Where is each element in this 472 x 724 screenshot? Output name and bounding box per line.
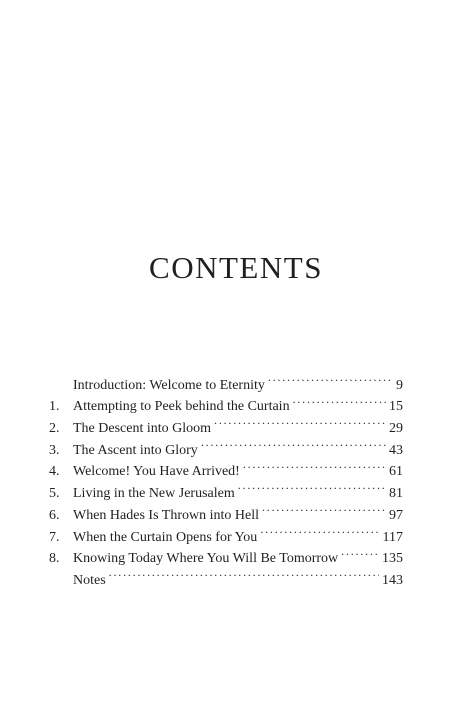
toc-dot-leader: [260, 519, 379, 541]
toc-entry-page: 61: [389, 464, 403, 480]
toc-dot-leader: [293, 389, 386, 411]
toc-entry-page: 143: [382, 572, 403, 588]
toc-entry-title: Introduction: Welcome to Eternity: [73, 377, 265, 393]
toc-dot-leader: [214, 410, 386, 432]
table-of-contents: [49, 367, 403, 588]
page-title: CONTENTS: [149, 250, 323, 285]
toc-entry-page: 81: [389, 486, 403, 502]
toc-entry-number: 6.: [49, 507, 60, 523]
toc-entry-number: 1.: [49, 399, 60, 415]
toc-entry-page: 15: [389, 399, 403, 415]
toc-dot-leader: [243, 454, 386, 476]
toc-entry-page: 97: [389, 507, 403, 523]
toc-dot-leader: [268, 367, 393, 389]
toc-entry-number: 7.: [49, 529, 60, 545]
toc-dot-leader: [341, 541, 379, 563]
toc-entry-title: The Ascent into Glory: [73, 442, 198, 458]
toc-entry-title: When Hades Is Thrown into Hell: [73, 507, 259, 523]
toc-entry-page: 117: [382, 529, 403, 545]
toc-entry-introduction: [49, 367, 403, 393]
toc-entry-title: Living in the New Jerusalem: [73, 486, 235, 502]
toc-entry-title: Attempting to Peek behind the Curtain: [73, 399, 290, 415]
toc-entry-page: 135: [382, 551, 403, 567]
toc-entry-number: 8.: [49, 551, 60, 567]
toc-entry-title: Notes: [73, 572, 106, 588]
toc-entry-number: 4.: [49, 464, 60, 480]
toc-entry-page: 43: [389, 442, 403, 458]
toc-dot-leader: [262, 497, 386, 519]
toc-entry-number: 5.: [49, 486, 60, 502]
toc-dot-leader: [201, 432, 386, 454]
toc-entry-title: When the Curtain Opens for You: [73, 529, 258, 545]
toc-entry-title: The Descent into Gloom: [73, 421, 212, 437]
toc-dot-leader: [238, 475, 386, 497]
toc-entry-title: Welcome! You Have Arrived!: [73, 464, 240, 480]
toc-entry-number: 2.: [49, 421, 60, 437]
toc-entry-page: 9: [396, 377, 403, 393]
toc-dot-leader: [109, 562, 379, 584]
toc-entry-page: 29: [389, 421, 403, 437]
toc-entry-number: 3.: [49, 442, 60, 458]
toc-entry-title: Knowing Today Where You Will Be Tomorrow: [73, 551, 339, 567]
